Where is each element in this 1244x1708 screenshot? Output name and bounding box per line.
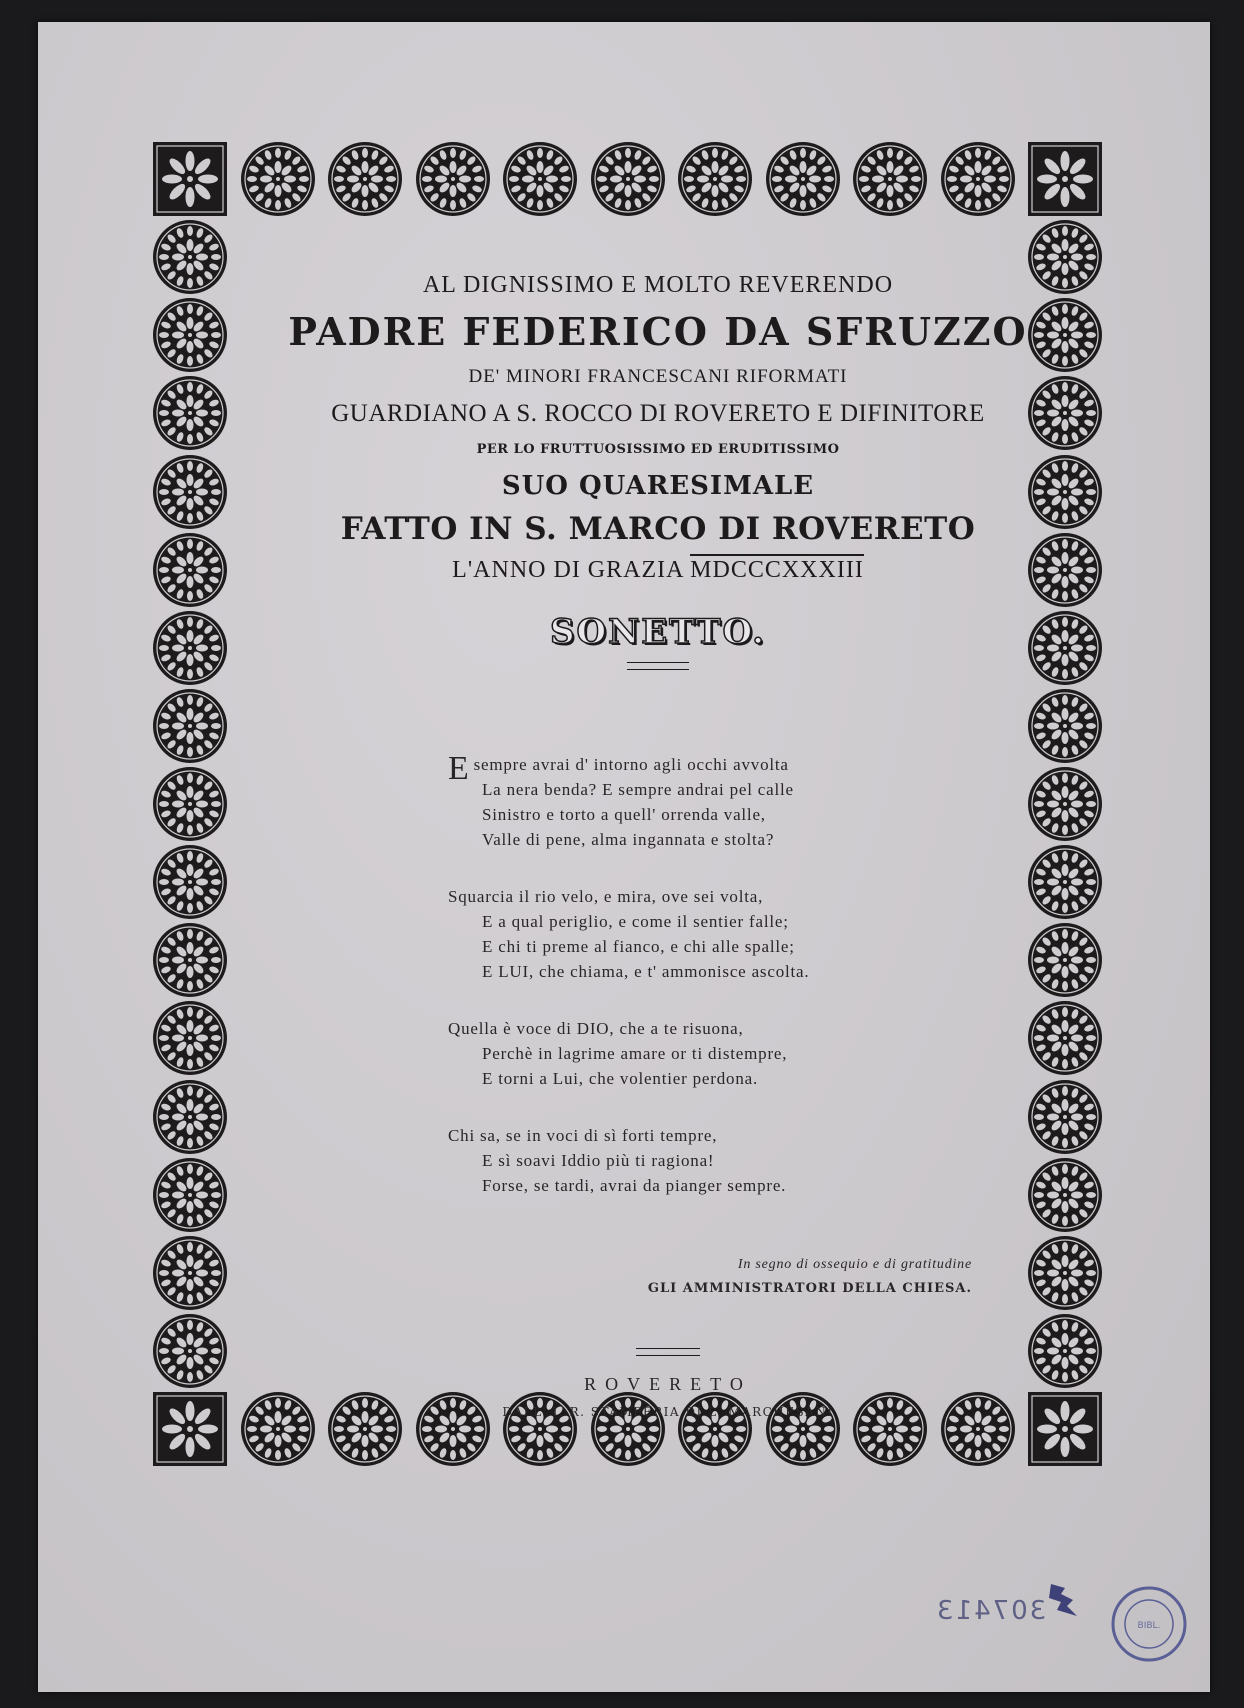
rosette-ornament-icon [151,765,229,843]
rosette-ornament-icon [151,1078,229,1156]
rosette-ornament-icon [151,999,229,1077]
rosette-ornament-icon [1026,1156,1104,1234]
rosette-ornament-icon [414,140,492,218]
rosette-ornament-icon [1026,921,1104,999]
corner-ornament-icon [151,140,229,218]
poem-line-text: E chi ti preme al fianco, e chi alle spalle; [482,937,795,956]
poem-line [448,777,1008,802]
library-stamp-icon [1110,1585,1188,1663]
rosette-ornament-icon [151,687,229,765]
rosette-ornament-icon [676,140,754,218]
poem-line-text: E torni a Lui, che volentier perdona. [482,1069,759,1088]
dedication-line-1: AL DIGNISSIMO E MOLTO REVERENDO [422,272,894,298]
poem-line-text: Squarcia il rio velo, e mira, ove sei volta, [448,887,764,906]
dedication-line-6: SUO QUARESIMALE [501,471,815,501]
year-numeral: MDCCCXXXIII [690,554,864,583]
poem-line [448,884,1008,909]
shelfmark-number: 307413 [935,1596,1047,1626]
rosette-ornament-icon [1026,765,1104,843]
rosette-ornament-icon [1026,1312,1104,1390]
poem-line-text: Sinistro e torto a quell' orrenda valle, [482,805,766,824]
svg-text:BIBL.: BIBL. [1137,1621,1161,1631]
signature-dedication: In segno di ossequio e di gratitudine [737,1257,972,1272]
title-rule [627,662,689,670]
poem-line [448,1123,1008,1148]
stanza [448,1123,1008,1198]
poem-line-text: Quella è voce di DIO, che a te risuona, [448,1019,744,1038]
dedication-line-3: DE' MINORI FRANCESCANI RIFORMATI [468,366,848,387]
corner-ornament-icon [1026,140,1104,218]
poem-line-text: Forse, se tardi, avrai da pianger sempre. [482,1176,787,1195]
stanza [448,1016,1008,1091]
rosette-ornament-icon [939,1390,1017,1468]
rosette-ornament-icon [939,140,1017,218]
poem-line-text: E sì soavi Iddio più ti ragiona! [482,1151,715,1170]
poem-line-text: Valle di pene, alma ingannata e stolta? [482,830,775,849]
sonnet [448,752,1008,1230]
rosette-ornament-icon [151,1156,229,1234]
poem-line-text: sempre avrai d' intorno agli occhi avvolta [473,755,789,774]
dedication-line-7: FATTO IN S. MARCO DI ROVERETO [340,511,976,547]
poem-line-text: La nera benda? E sempre andrai pel calle [482,780,794,799]
poem-line [448,1016,1008,1041]
rosette-ornament-icon [851,140,929,218]
corner-ornament-icon [151,1390,229,1468]
dedicatee-name: PADRE FEDERICO DA SFRUZZO [288,309,1028,354]
rosette-ornament-icon [239,1390,317,1468]
rosette-ornament-icon [151,453,229,531]
dedication-line-4: GUARDIANO A S. ROCCO DI ROVERETO E DIFINITORE [331,400,985,427]
ink-mark-icon [1043,1580,1083,1620]
poem-line-text: E LUI, che chiama, e t' ammonisce ascolta. [482,962,810,981]
poem-line [448,1173,1008,1198]
poem-line [448,1066,1008,1091]
imprint-block [468,1338,868,1419]
rosette-ornament-icon [326,140,404,218]
poem-line-text: Perchè in lagrime amare or ti distempre, [482,1044,788,1063]
dedication-block [268,252,1048,670]
rosette-ornament-icon [151,374,229,452]
rosette-ornament-icon [151,1312,229,1390]
rosette-ornament-icon [326,1390,404,1468]
poem-line [448,827,1008,852]
dedication-line-5: PER LO FRUTTUOSISSIMO ED ERUDITISSIMO [476,442,840,457]
rosette-ornament-icon [1026,843,1104,921]
imprint-rule [636,1348,700,1356]
rosette-ornament-icon [1026,1234,1104,1312]
poem-line [448,959,1008,984]
poem-title: SONETTO. [549,612,766,652]
poem-line [448,1041,1008,1066]
poem-line [448,909,1008,934]
rosette-ornament-icon [151,921,229,999]
rosette-ornament-icon [1026,1078,1104,1156]
rosette-ornament-icon [764,140,842,218]
poem-line-text: Chi sa, se in voci di sì forti tempre, [448,1126,718,1145]
year-prefix: L'ANNO DI GRAZIA [452,557,684,583]
poem-line [448,750,1008,787]
rosette-ornament-icon [1026,999,1104,1077]
signature-signatories: GLI AMMINISTRATORI DELLA CHIESA. [647,1281,972,1296]
rosette-ornament-icon [151,531,229,609]
poem-line [448,1148,1008,1173]
poem-line [448,934,1008,959]
imprint-city: ROVERETO [584,1374,752,1394]
stanza [448,884,1008,984]
rosette-ornament-icon [589,140,667,218]
poem-line-text: E a qual periglio, e come il sentier falle; [482,912,789,931]
rosette-ornament-icon [151,218,229,296]
drop-cap: E [448,750,470,787]
imprint-printer: DALL' I. R. STAMPERIA DI L. MARCHESANI [502,1405,834,1419]
rosette-ornament-icon [151,1234,229,1312]
rosette-ornament-icon [151,609,229,687]
dedication-year-line [268,557,1048,584]
signature-block [648,1257,972,1296]
rosette-ornament-icon [501,140,579,218]
stanza [448,752,1008,852]
poem-line [448,802,1008,827]
rosette-ornament-icon [1026,687,1104,765]
rosette-ornament-icon [151,843,229,921]
rosette-ornament-icon [151,296,229,374]
document-sheet [38,22,1210,1692]
rosette-ornament-icon [239,140,317,218]
corner-ornament-icon [1026,1390,1104,1468]
